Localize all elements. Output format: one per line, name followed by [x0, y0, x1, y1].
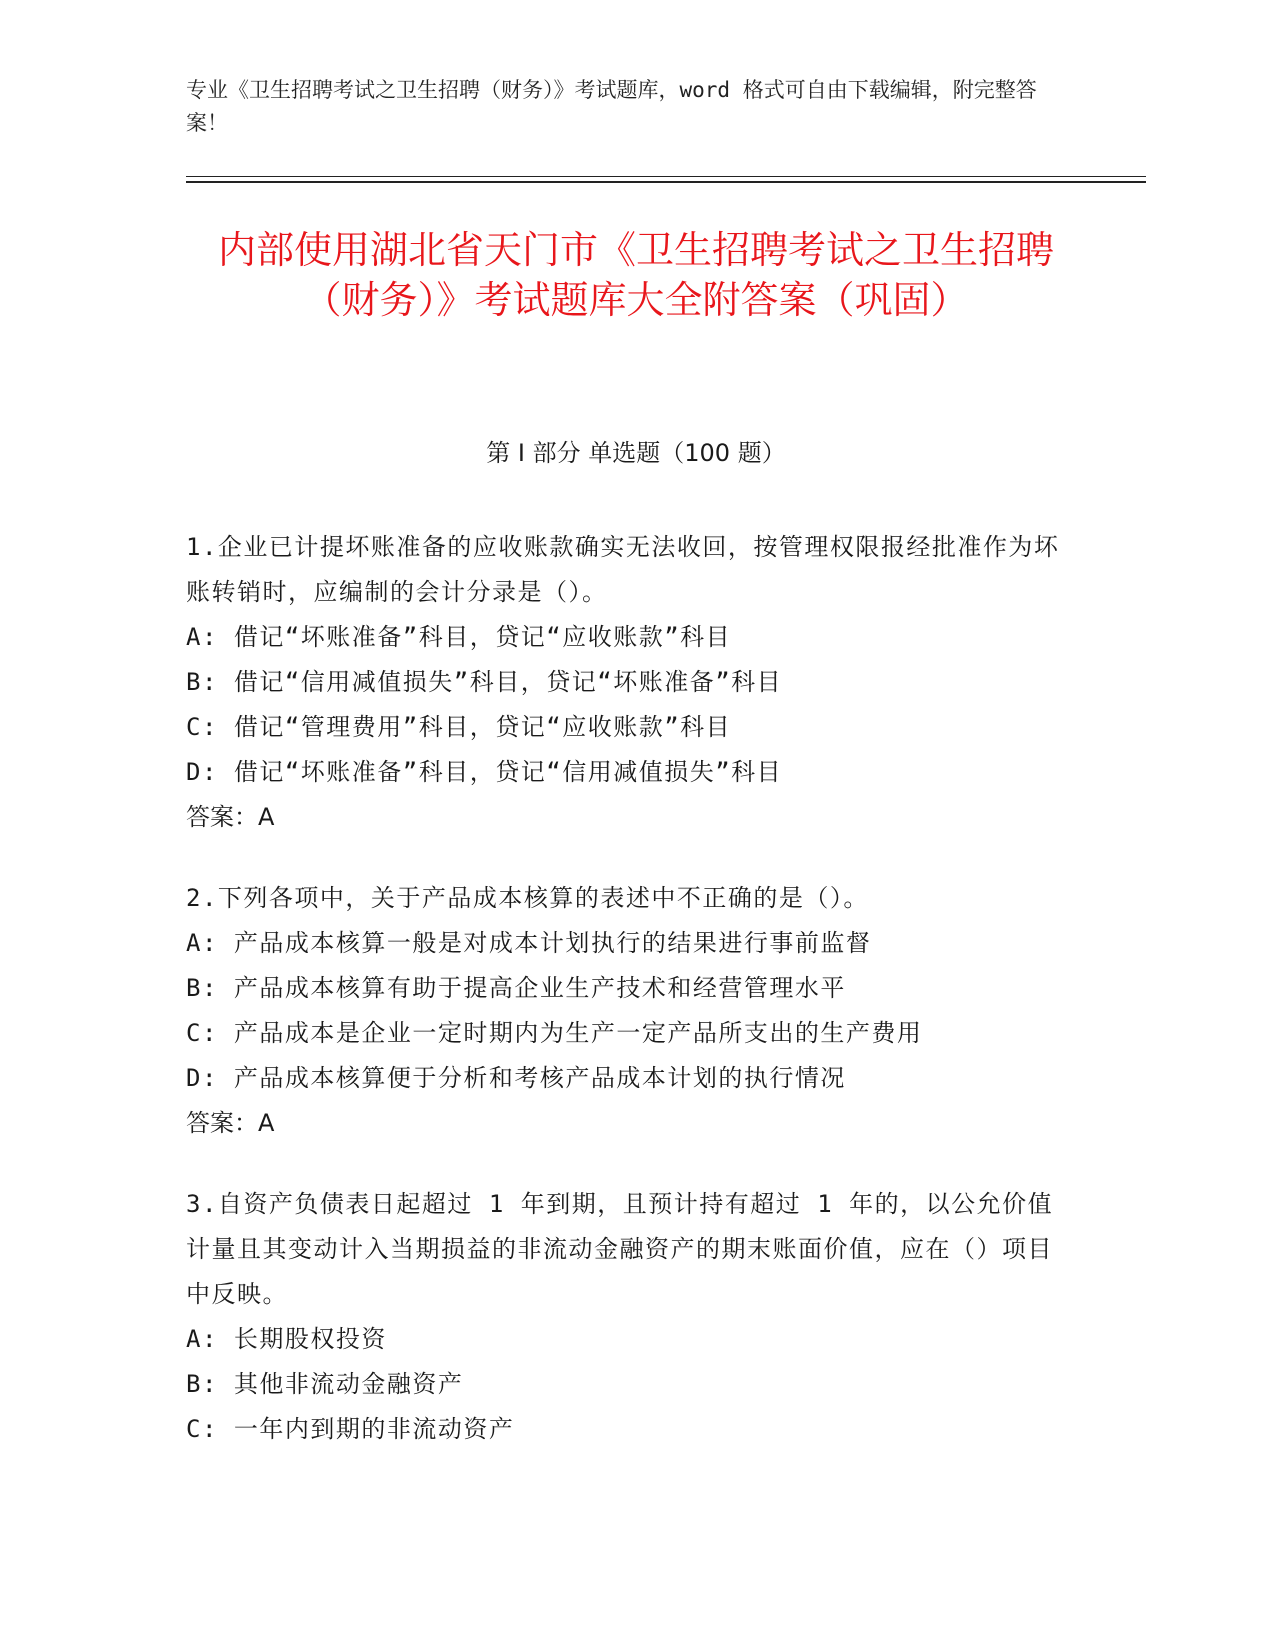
question-answer: 答案：A [186, 803, 275, 831]
section-title: 第 I 部分 单选题（100 题） [486, 439, 786, 467]
question-option: B: 产品成本核算有助于提高企业生产技术和经营管理水平 [186, 974, 846, 1002]
question-option: A: 产品成本核算一般是对成本计划执行的结果进行事前监督 [186, 929, 872, 957]
header-rule-thin [186, 176, 1146, 177]
document-title: 内部使用湖北省天门市《卫生招聘考试之卫生招聘（财务）》考试题库大全附答案（巩固） [217, 228, 1054, 322]
question-option: A: 长期股权投资 [186, 1325, 387, 1353]
question-answer: 答案：A [186, 1109, 275, 1137]
header-note: 专业《卫生招聘考试之卫生招聘（财务）》考试题库，word 格式可自由下载编辑，附完整答案！ [186, 78, 1037, 135]
question-item [186, 876, 1066, 1146]
question-option: B: 其他非流动金融资产 [186, 1370, 464, 1398]
question-list [186, 525, 1066, 1488]
question-option: C: 产品成本是企业一定时期内为生产一定产品所支出的生产费用 [186, 1019, 923, 1047]
question-stem: 2.下列各项中，关于产品成本核算的表述中不正确的是（）。 [186, 884, 869, 912]
question-option: A: 借记“坏账准备”科目，贷记“应收账款”科目 [186, 623, 732, 651]
header-rule-thick [186, 181, 1146, 183]
question-item [186, 525, 1066, 840]
question-option: D: 借记“坏账准备”科目，贷记“信用减值损失”科目 [186, 758, 783, 786]
question-option: C: 借记“管理费用”科目，贷记“应收账款”科目 [186, 713, 732, 741]
question-option: D: 产品成本核算便于分析和考核产品成本计划的执行情况 [186, 1064, 846, 1092]
question-stem: 3.自资产负债表日起超过 1 年到期，且预计持有超过 1 年的，以公允价值计量且其变动计入当期损益的非流动金融资产的期末账面价值，应在（）项目中反映。 [186, 1190, 1054, 1308]
question-stem: 1.企业已计提坏账准备的应收账款确实无法收回，按管理权限报经批准作为坏账转销时，应编制的会计分录是（）。 [186, 533, 1060, 606]
question-item [186, 1182, 1066, 1452]
question-option: C: 一年内到期的非流动资产 [186, 1415, 515, 1443]
question-option: B: 借记“信用减值损失”科目，贷记“坏账准备”科目 [186, 668, 783, 696]
